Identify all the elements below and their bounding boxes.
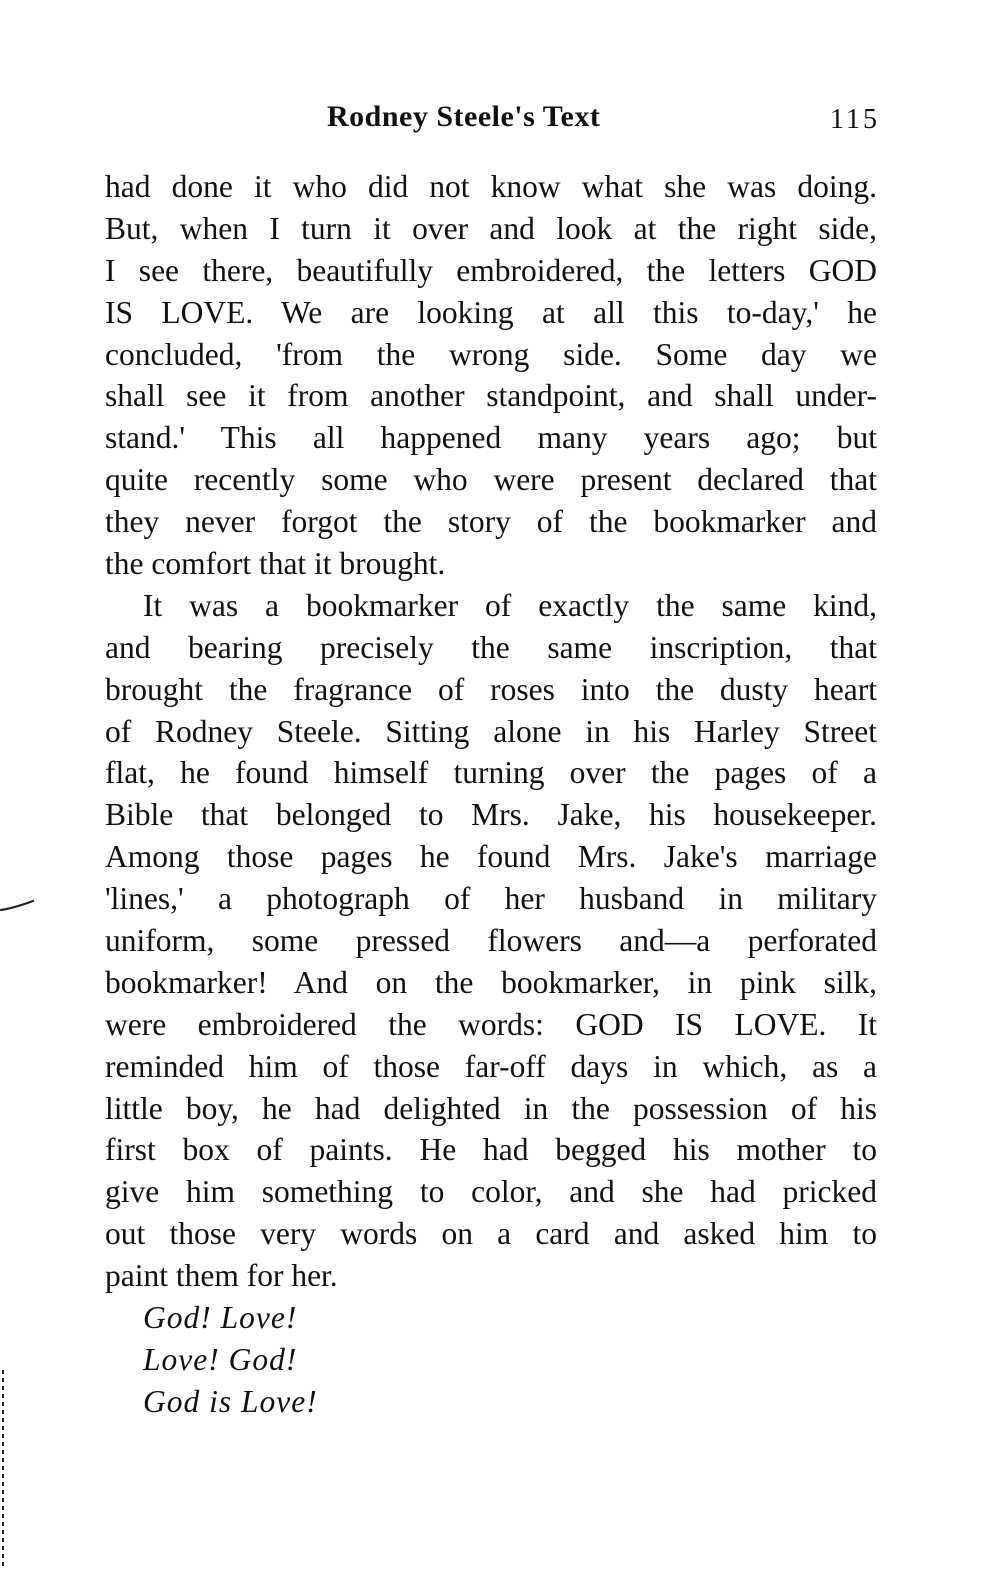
text-line: they never forgot the story of the bookmarker and xyxy=(105,504,877,540)
margin-pencil-mark xyxy=(0,898,34,914)
text-line: the comfort that it brought. xyxy=(105,546,446,582)
text-line: quite recently some who were present declared that xyxy=(105,462,877,498)
text-line: 'lines,' a photograph of her husband in military xyxy=(105,881,877,917)
text-line: shall see it from another standpoint, and shall under- xyxy=(105,378,877,414)
text-line: of Rodney Steele. Sitting alone in his Harley Street xyxy=(105,713,877,749)
text-line: brought the fragrance of roses into the dusty heart xyxy=(105,671,877,707)
paragraph-1 xyxy=(105,166,877,585)
verse-line: God is Love! xyxy=(143,1383,318,1419)
running-head xyxy=(105,100,880,144)
text-line: stand.' This all happened many years ago; but xyxy=(105,420,877,456)
text-line: concluded, 'from the wrong side. Some day we xyxy=(105,336,877,372)
paragraph-2 xyxy=(105,585,877,1297)
text-line: paint them for her. xyxy=(105,1258,338,1294)
text-line: bookmarker! And on the bookmarker, in pink silk, xyxy=(105,964,877,1000)
text-line: I see there, beautifully embroidered, the letters GOD xyxy=(105,252,877,288)
verse-line: God! Love! xyxy=(143,1300,298,1336)
text-line: out those very words on a card and asked him to xyxy=(105,1216,877,1252)
text-line: flat, he found himself turning over the pages of a xyxy=(105,755,877,791)
text-line: had done it who did not know what she was doing. xyxy=(105,169,877,204)
body-text xyxy=(105,166,877,1423)
text-line: But, when I turn it over and look at the right side, xyxy=(105,210,877,246)
text-line: first box of paints. He had begged his mother to xyxy=(105,1132,877,1168)
text-line: and bearing precisely the same inscription, that xyxy=(105,629,877,665)
verse xyxy=(105,1297,877,1423)
text-line: give him something to color, and she had pricked xyxy=(105,1174,877,1210)
text-line: little boy, he had delighted in the possession of his xyxy=(105,1090,877,1126)
binding-edge-marks xyxy=(2,1370,4,1570)
text-line: reminded him of those far-off days in which, as a xyxy=(105,1048,877,1084)
text-line: were embroidered the words: GOD IS LOVE. It xyxy=(105,1006,877,1042)
running-title: Rodney Steele's Text xyxy=(327,100,601,133)
text-line: Among those pages he found Mrs. Jake's marriage xyxy=(105,839,877,875)
text-line: uniform, some pressed flowers and—a perforated xyxy=(105,923,877,959)
text-line: It was a bookmarker of exactly the same kind, xyxy=(143,587,877,623)
page-number: 115 xyxy=(830,104,880,135)
text-line: IS LOVE. We are looking at all this to-day,' he xyxy=(105,294,877,330)
verse-line: Love! God! xyxy=(143,1341,298,1377)
text-line: Bible that belonged to Mrs. Jake, his housekeeper. xyxy=(105,797,877,833)
